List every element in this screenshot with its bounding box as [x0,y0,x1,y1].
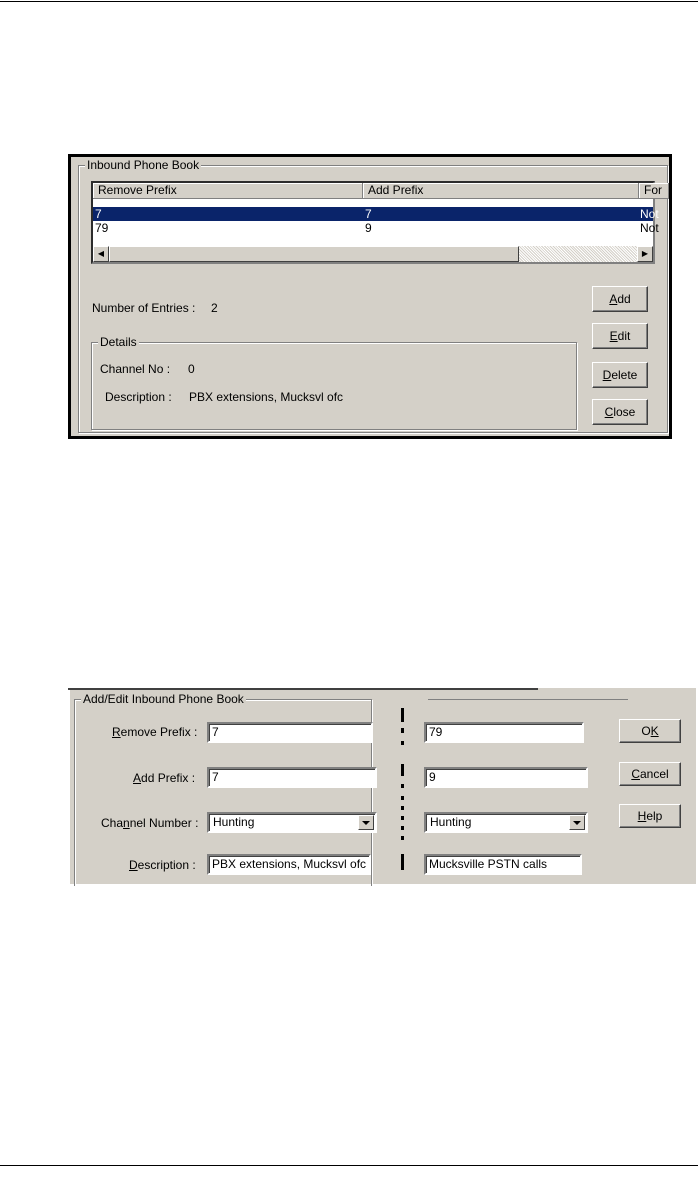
dropdown-arrow-icon[interactable] [358,815,374,830]
cell-add-prefix: 9 [365,221,372,235]
divider-dash [401,826,404,830]
description-accesskey: D [129,858,138,872]
column-header-add-prefix[interactable]: Add Prefix [363,183,639,199]
remove-accesskey: R [112,725,121,739]
add-accesskey: A [609,292,618,306]
channel-select-value-2: Hunting [430,815,472,829]
entries-label: Number of Entries : [92,301,196,315]
ok-accesskey: K [650,724,659,738]
channel-value: 0 [188,362,195,376]
arrow-left-icon: ◀ [97,249,105,258]
divider-dash [401,806,404,810]
channel-number-label [101,816,198,830]
ok-label: O [641,724,651,738]
scroll-right-button[interactable] [637,246,653,262]
dropdown-arrow-icon[interactable] [569,815,585,830]
divider-dash [401,728,404,733]
add-label-text: dd Prefix : [141,771,196,785]
channel-select-value: Hunting [213,815,255,829]
close-label: lose [613,405,636,419]
divider-dash [401,836,404,840]
details-group [91,335,577,430]
edit-label: dit [617,329,631,343]
remove-prefix-input[interactable]: 7 [207,722,373,743]
channel-label: Channel No : [100,362,171,376]
inbound-phone-book-dialog [68,154,672,439]
description-label-text: escription : [137,858,196,872]
cancel-accesskey: C [631,767,640,781]
table-row[interactable] [93,207,659,221]
divider-dash [401,854,404,870]
channel-number-select-2[interactable] [424,812,588,833]
cell-add-prefix: 7 [365,207,372,221]
table-row[interactable] [93,221,659,235]
cell-remove-prefix: 79 [95,221,109,235]
add-edit-inbound-phone-book-dialog [68,688,696,884]
ok-button[interactable] [619,719,681,743]
add-label: dd [617,292,631,306]
help-button[interactable] [619,804,681,828]
cell-for: Not [640,221,659,235]
divider-dash [401,708,404,722]
horizontal-scrollbar[interactable] [93,246,653,262]
cancel-button[interactable] [619,762,681,786]
delete-button[interactable] [592,362,648,388]
delete-accesskey: D [602,368,612,382]
channel-label-pre: Cha [101,816,124,830]
scroll-thumb[interactable] [109,246,519,262]
bottom-rule [0,1165,698,1166]
phone-book-list[interactable] [91,181,662,264]
left-edge [68,688,70,884]
cell-remove-prefix: 7 [95,207,102,221]
group-title: Add/Edit Inbound Phone Book [83,692,244,706]
add-prefix-label [133,771,195,785]
cell-for: Not [640,207,659,221]
right-group-line [428,699,628,700]
arrow-right-icon: ▶ [641,249,649,258]
add-button[interactable] [592,286,648,312]
remove-prefix-input-2[interactable]: 79 [424,722,584,743]
group-title: Inbound Phone Book [87,158,200,172]
divider-dash [401,816,404,820]
add-accesskey: A [133,771,142,785]
description-input-2[interactable]: Mucksville PSTN calls [424,854,582,875]
description-label: Description : [105,390,172,404]
scroll-left-button[interactable] [93,246,109,262]
divider-dash [401,764,404,776]
edit-accesskey: E [609,329,618,343]
cancel-label: ancel [639,767,669,781]
channel-number-select[interactable] [207,812,377,833]
channel-label-text: nel Number : [129,816,199,830]
close-accesskey: C [604,405,614,419]
close-button[interactable] [592,399,648,425]
top-rule [0,1,698,2]
column-header-remove-prefix[interactable]: Remove Prefix [93,183,363,199]
description-input[interactable]: PBX extensions, Mucksvl ofc [207,854,371,875]
delete-label: elete [611,368,638,382]
divider-dash [401,796,404,800]
description-label [129,858,196,872]
help-label: elp [646,809,663,823]
divider-dash [401,741,404,745]
add-prefix-input[interactable]: 7 [207,767,377,788]
divider-dash [401,784,404,788]
column-header-for[interactable]: For [639,183,669,199]
remove-prefix-label [112,725,197,739]
top-edge [68,688,538,690]
add-prefix-input-2[interactable]: 9 [424,767,588,788]
entries-value: 2 [211,301,218,315]
details-title: Details [100,335,137,349]
edit-button[interactable] [592,323,648,349]
remove-label-text: emove Prefix : [120,725,198,739]
description-value: PBX extensions, Mucksvl ofc [189,390,344,404]
help-accesskey: H [637,809,647,823]
channel-accesskey: n [123,816,130,830]
